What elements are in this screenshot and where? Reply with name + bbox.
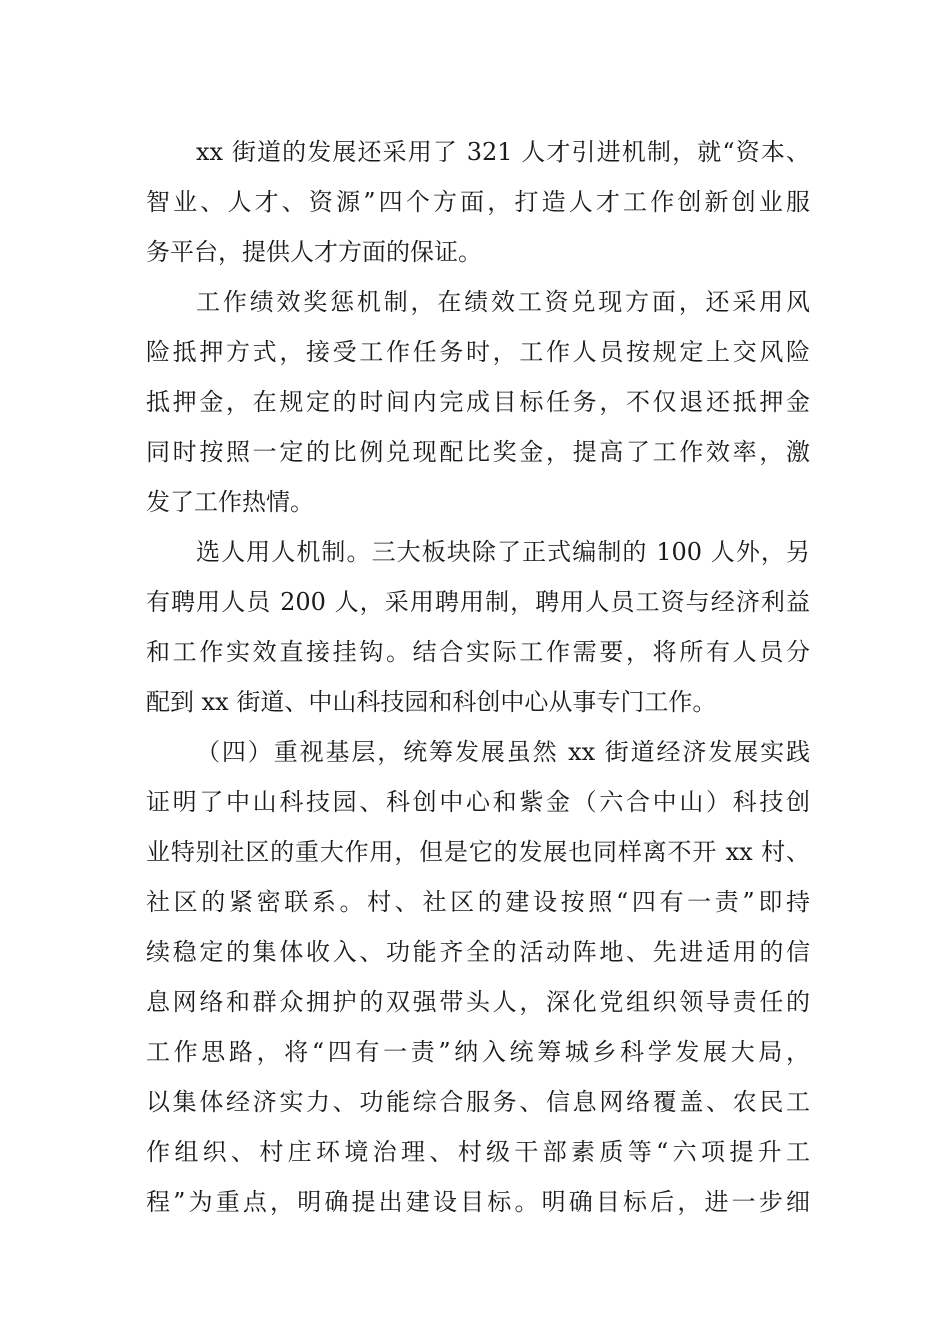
paragraph bbox=[146, 527, 810, 727]
text-line: 和工作实效直接挂钩。结合实际工作需要，将所有人员分 bbox=[146, 638, 810, 666]
paragraph bbox=[146, 127, 810, 277]
text-line: 程”为重点，明确提出建设目标。明确目标后，进一步细 bbox=[146, 1188, 810, 1216]
text-line: 有聘用人员 200 人，采用聘用制，聘用人员工资与经济利益 bbox=[146, 588, 810, 616]
text-line: 险抵押方式，接受工作任务时，工作人员按规定上交风险 bbox=[146, 338, 810, 366]
text-line: 选人用人机制。三大板块除了正式编制的 100 人外，另 bbox=[196, 538, 810, 566]
text-line: 息网络和群众拥护的双强带头人，深化党组织领导责任的 bbox=[146, 988, 810, 1016]
text-line: 作组织、村庄环境治理、村级干部素质等“六项提升工 bbox=[146, 1138, 810, 1166]
text-line: 务平台，提供人才方面的保证。 bbox=[146, 238, 482, 266]
text-line: 智业、人才、资源”四个方面，打造人才工作创新创业服 bbox=[146, 188, 810, 216]
paragraph bbox=[146, 727, 810, 1227]
text-line: 发了工作热情。 bbox=[146, 488, 314, 516]
text-line: 工作绩效奖惩机制，在绩效工资兑现方面，还采用风 bbox=[196, 288, 810, 316]
text-line: 同时按照一定的比例兑现配比奖金，提高了工作效率，激 bbox=[146, 438, 810, 466]
text-line: 业特别社区的重大作用，但是它的发展也同样离不开 xx 村、 bbox=[146, 838, 810, 866]
text-line: 续稳定的集体收入、功能齐全的活动阵地、先进适用的信 bbox=[146, 938, 810, 966]
text-line: 抵押金，在规定的时间内完成目标任务，不仅退还抵押金 bbox=[146, 388, 810, 416]
paragraph bbox=[146, 277, 810, 527]
text-line: （四）重视基层，统筹发展虽然 xx 街道经济发展实践 bbox=[196, 738, 810, 766]
text-line: 配到 xx 街道、中山科技园和科创中心从事专门工作。 bbox=[146, 688, 717, 716]
document-body bbox=[146, 127, 810, 1227]
text-line: 以集体经济实力、功能综合服务、信息网络覆盖、农民工 bbox=[146, 1088, 810, 1116]
text-line: 工作思路，将“四有一责”纳入统筹城乡科学发展大局， bbox=[146, 1038, 810, 1066]
text-line: 社区的紧密联系。村、社区的建设按照“四有一责”即持 bbox=[146, 888, 810, 916]
text-line: xx 街道的发展还采用了 321 人才引进机制，就“资本、 bbox=[196, 138, 810, 166]
text-line: 证明了中山科技园、科创中心和紫金（六合中山）科技创 bbox=[146, 788, 810, 816]
